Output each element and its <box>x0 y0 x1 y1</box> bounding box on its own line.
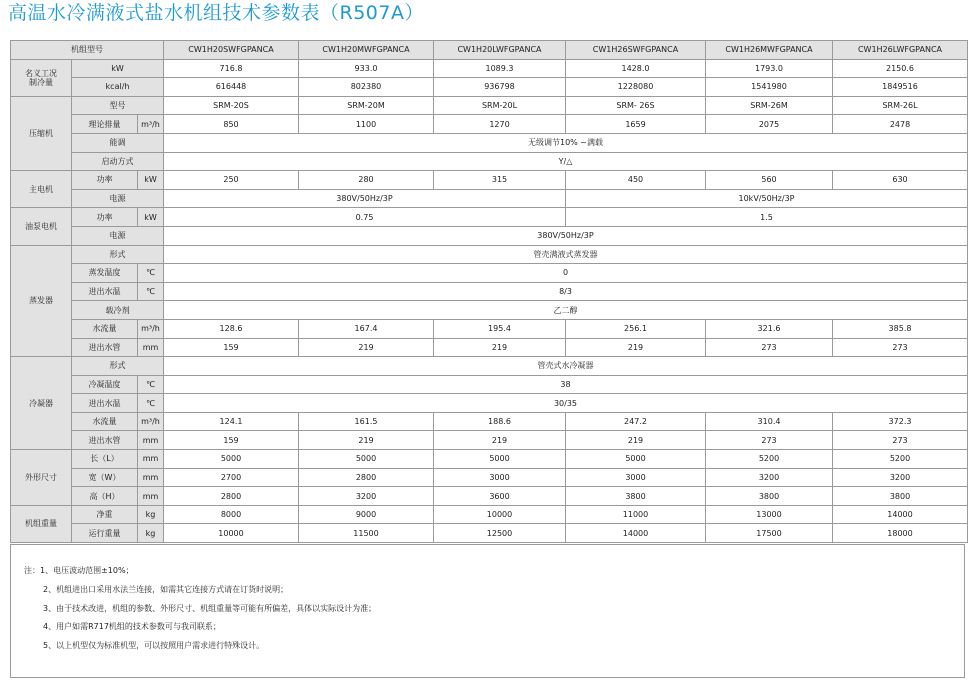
value-cell: 1089.3 <box>434 59 566 78</box>
value-cell: 12500 <box>434 524 566 543</box>
value-cell: 273 <box>833 431 968 450</box>
value-cell: 9000 <box>299 505 434 524</box>
table-row <box>11 524 968 543</box>
note-1: 注：1、电压波动范围±10%； <box>24 566 134 575</box>
page-title: 高温水冷满液式盐水机组技术参数表（R507A） <box>8 2 424 24</box>
value-cell: 256.1 <box>566 319 706 338</box>
table-row <box>11 301 968 320</box>
value-cell: 1228080 <box>566 78 706 97</box>
note-4: 4、用户如需R717机组的技术参数可与我司联系； <box>43 622 221 631</box>
row-label: 功率 <box>72 171 138 190</box>
value-cell: 315 <box>434 171 566 190</box>
value-cell: 616448 <box>164 78 299 97</box>
table-row <box>11 412 968 431</box>
value-cell: SRM-26M <box>706 96 833 115</box>
value-cell: 159 <box>164 431 299 450</box>
value-cell: 10kV/50Hz/3P <box>566 189 968 208</box>
row-label: 蒸发温度 <box>72 264 138 283</box>
table-row <box>11 152 968 171</box>
unit-label: kW <box>138 171 164 190</box>
value-cell: 219 <box>434 338 566 357</box>
value-cell: 933.0 <box>299 59 434 78</box>
value-cell: 1793.0 <box>706 59 833 78</box>
value-cell: 5200 <box>706 450 833 469</box>
unit-label: mm <box>138 450 164 469</box>
value-cell: 38 <box>164 375 968 394</box>
value-cell: 5000 <box>434 450 566 469</box>
note-3: 3、由于技术改进，机组的参数、外形尺寸、机组重量等可能有所偏差，具体以实际设计为准； <box>43 604 377 613</box>
table-row <box>11 189 968 208</box>
notes-box <box>10 544 965 678</box>
value-cell: 167.4 <box>299 319 434 338</box>
table-row <box>11 431 968 450</box>
value-cell: 630 <box>833 171 968 190</box>
table-row <box>11 78 968 97</box>
value-cell: 1849516 <box>833 78 968 97</box>
value-cell: 3200 <box>706 468 833 487</box>
row-label: 理论排量 <box>72 115 138 134</box>
value-cell: 8000 <box>164 505 299 524</box>
value-cell: 3800 <box>833 487 968 506</box>
table-row <box>11 264 968 283</box>
model-header: CW1H26MWFGPANCA <box>706 41 833 60</box>
value-cell: SRM-20S <box>164 96 299 115</box>
unit-label: ℃ <box>138 264 164 283</box>
table-row <box>11 59 968 78</box>
row-label: 长（L） <box>72 450 138 469</box>
evaporator-group: 蒸发器 <box>11 245 72 357</box>
table-row <box>11 245 968 264</box>
value-cell: 219 <box>434 431 566 450</box>
value-cell: 5000 <box>164 450 299 469</box>
value-cell: 13000 <box>706 505 833 524</box>
value-cell: 管壳式水冷凝器 <box>164 357 968 376</box>
row-label: 进出水管 <box>72 338 138 357</box>
condenser-group: 冷凝器 <box>11 357 72 450</box>
spec-table-body <box>11 41 968 543</box>
value-cell: 219 <box>566 431 706 450</box>
value-cell: 310.4 <box>706 412 833 431</box>
row-label: 启动方式 <box>72 152 164 171</box>
unit-label: m³/h <box>138 115 164 134</box>
value-cell: 10000 <box>434 505 566 524</box>
value-cell: 30/35 <box>164 394 968 413</box>
table-row <box>11 338 968 357</box>
unit-label: ℃ <box>138 282 164 301</box>
value-cell: 159 <box>164 338 299 357</box>
value-cell: 3000 <box>566 468 706 487</box>
row-label: 能调 <box>72 133 164 152</box>
row-label: 电源 <box>72 189 164 208</box>
note-2: 2、机组进出口采用水法兰连接，如需其它连接方式请在订货时说明； <box>43 585 289 594</box>
value-cell: 3800 <box>706 487 833 506</box>
row-label: 进出水温 <box>72 282 138 301</box>
unit-label: mm <box>138 487 164 506</box>
value-cell: 128.6 <box>164 319 299 338</box>
value-cell: 17500 <box>706 524 833 543</box>
unit-label: ℃ <box>138 375 164 394</box>
spec-table <box>10 40 968 543</box>
value-cell: 1659 <box>566 115 706 134</box>
table-row <box>11 468 968 487</box>
value-cell: Y/△ <box>164 152 968 171</box>
table-row <box>11 319 968 338</box>
table-row <box>11 133 968 152</box>
value-cell: 273 <box>833 338 968 357</box>
row-label: 电源 <box>72 226 164 245</box>
value-cell: SRM-20L <box>434 96 566 115</box>
value-cell: 5200 <box>833 450 968 469</box>
table-row <box>11 487 968 506</box>
weight-group: 机组重量 <box>11 505 72 542</box>
value-cell: 450 <box>566 171 706 190</box>
table-row <box>11 375 968 394</box>
row-label: 宽（W） <box>72 468 138 487</box>
value-cell: 195.4 <box>434 319 566 338</box>
model-header: CW1H20SWFGPANCA <box>164 41 299 60</box>
value-cell: 716.8 <box>164 59 299 78</box>
value-cell: 2075 <box>706 115 833 134</box>
value-cell: 11000 <box>566 505 706 524</box>
table-row <box>11 394 968 413</box>
model-header: CW1H20MWFGPANCA <box>299 41 434 60</box>
table-row <box>11 208 968 227</box>
value-cell: 乙二醇 <box>164 301 968 320</box>
model-header: CW1H26LWFGPANCA <box>833 41 968 60</box>
value-cell: 936798 <box>434 78 566 97</box>
value-cell: 1270 <box>434 115 566 134</box>
row-label: 形式 <box>72 357 164 376</box>
value-cell: 2800 <box>164 487 299 506</box>
value-cell: 1100 <box>299 115 434 134</box>
model-header: CW1H20LWFGPANCA <box>434 41 566 60</box>
unit-label: kcal/h <box>72 78 164 97</box>
value-cell: 802380 <box>299 78 434 97</box>
value-cell: 管壳满液式蒸发器 <box>164 245 968 264</box>
row-label: 运行重量 <box>72 524 138 543</box>
value-cell: 3000 <box>434 468 566 487</box>
table-row <box>11 450 968 469</box>
value-cell: 280 <box>299 171 434 190</box>
table-row <box>11 41 968 60</box>
row-label: 进出水管 <box>72 431 138 450</box>
row-label: 水流量 <box>72 319 138 338</box>
value-cell: 1428.0 <box>566 59 706 78</box>
value-cell: 385.8 <box>833 319 968 338</box>
compressor-group: 压缩机 <box>11 96 72 170</box>
value-cell: 0 <box>164 264 968 283</box>
cooling-group: 名义工况 制冷量 <box>11 59 72 96</box>
value-cell: 219 <box>299 431 434 450</box>
value-cell: 321.6 <box>706 319 833 338</box>
value-cell: 3200 <box>833 468 968 487</box>
dimensions-group: 外形尺寸 <box>11 450 72 506</box>
value-cell: 124.1 <box>164 412 299 431</box>
value-cell: 11500 <box>299 524 434 543</box>
value-cell: 273 <box>706 338 833 357</box>
unit-label: kW <box>138 208 164 227</box>
unit-label: mm <box>138 431 164 450</box>
value-cell: 无级调节10% ~满载 <box>164 133 968 152</box>
table-row <box>11 505 968 524</box>
value-cell: 372.3 <box>833 412 968 431</box>
row-label: 冷凝温度 <box>72 375 138 394</box>
value-cell: 5000 <box>299 450 434 469</box>
row-label: 功率 <box>72 208 138 227</box>
unit-label: kg <box>138 524 164 543</box>
unit-label: m³/h <box>138 319 164 338</box>
table-row <box>11 115 968 134</box>
table-row <box>11 226 968 245</box>
model-header: CW1H26SWFGPANCA <box>566 41 706 60</box>
oilpump-group: 油泵电机 <box>11 208 72 245</box>
value-cell: 161.5 <box>299 412 434 431</box>
value-cell: 2478 <box>833 115 968 134</box>
unit-label: mm <box>138 338 164 357</box>
value-cell: 0.75 <box>164 208 566 227</box>
value-cell: 14000 <box>566 524 706 543</box>
row-label: 载冷剂 <box>72 301 164 320</box>
row-label: 净重 <box>72 505 138 524</box>
value-cell: 219 <box>566 338 706 357</box>
value-cell: 10000 <box>164 524 299 543</box>
value-cell: 14000 <box>833 505 968 524</box>
value-cell: 3800 <box>566 487 706 506</box>
value-cell: 247.2 <box>566 412 706 431</box>
value-cell: 380V/50Hz/3P <box>164 189 566 208</box>
value-cell: 18000 <box>833 524 968 543</box>
value-cell: 380V/50Hz/3P <box>164 226 968 245</box>
unit-label: kg <box>138 505 164 524</box>
value-cell: 8/3 <box>164 282 968 301</box>
table-row <box>11 96 968 115</box>
motor-group: 主电机 <box>11 171 72 208</box>
unit-label: m³/h <box>138 412 164 431</box>
row-label: 水流量 <box>72 412 138 431</box>
value-cell: 3600 <box>434 487 566 506</box>
table-row <box>11 357 968 376</box>
row-label: 高（H） <box>72 487 138 506</box>
value-cell: 2800 <box>299 468 434 487</box>
value-cell: 2150.6 <box>833 59 968 78</box>
value-cell: 5000 <box>566 450 706 469</box>
row-label: 形式 <box>72 245 164 264</box>
table-row <box>11 282 968 301</box>
note-5: 5、以上机型仅为标准机型，可以按照用户需求进行特殊设计。 <box>43 641 265 650</box>
value-cell: 2700 <box>164 468 299 487</box>
header-label: 机组型号 <box>11 41 164 60</box>
unit-label: kW <box>72 59 164 78</box>
value-cell: SRM-20M <box>299 96 434 115</box>
unit-label: mm <box>138 468 164 487</box>
value-cell: 1541980 <box>706 78 833 97</box>
value-cell: 188.6 <box>434 412 566 431</box>
value-cell: 1.5 <box>566 208 968 227</box>
table-row <box>11 171 968 190</box>
value-cell: SRM- 26S <box>566 96 706 115</box>
unit-label: ℃ <box>138 394 164 413</box>
value-cell: 273 <box>706 431 833 450</box>
value-cell: 3200 <box>299 487 434 506</box>
value-cell: 250 <box>164 171 299 190</box>
row-label: 进出水温 <box>72 394 138 413</box>
value-cell: SRM-26L <box>833 96 968 115</box>
value-cell: 219 <box>299 338 434 357</box>
value-cell: 560 <box>706 171 833 190</box>
row-label: 型号 <box>72 96 164 115</box>
value-cell: 850 <box>164 115 299 134</box>
